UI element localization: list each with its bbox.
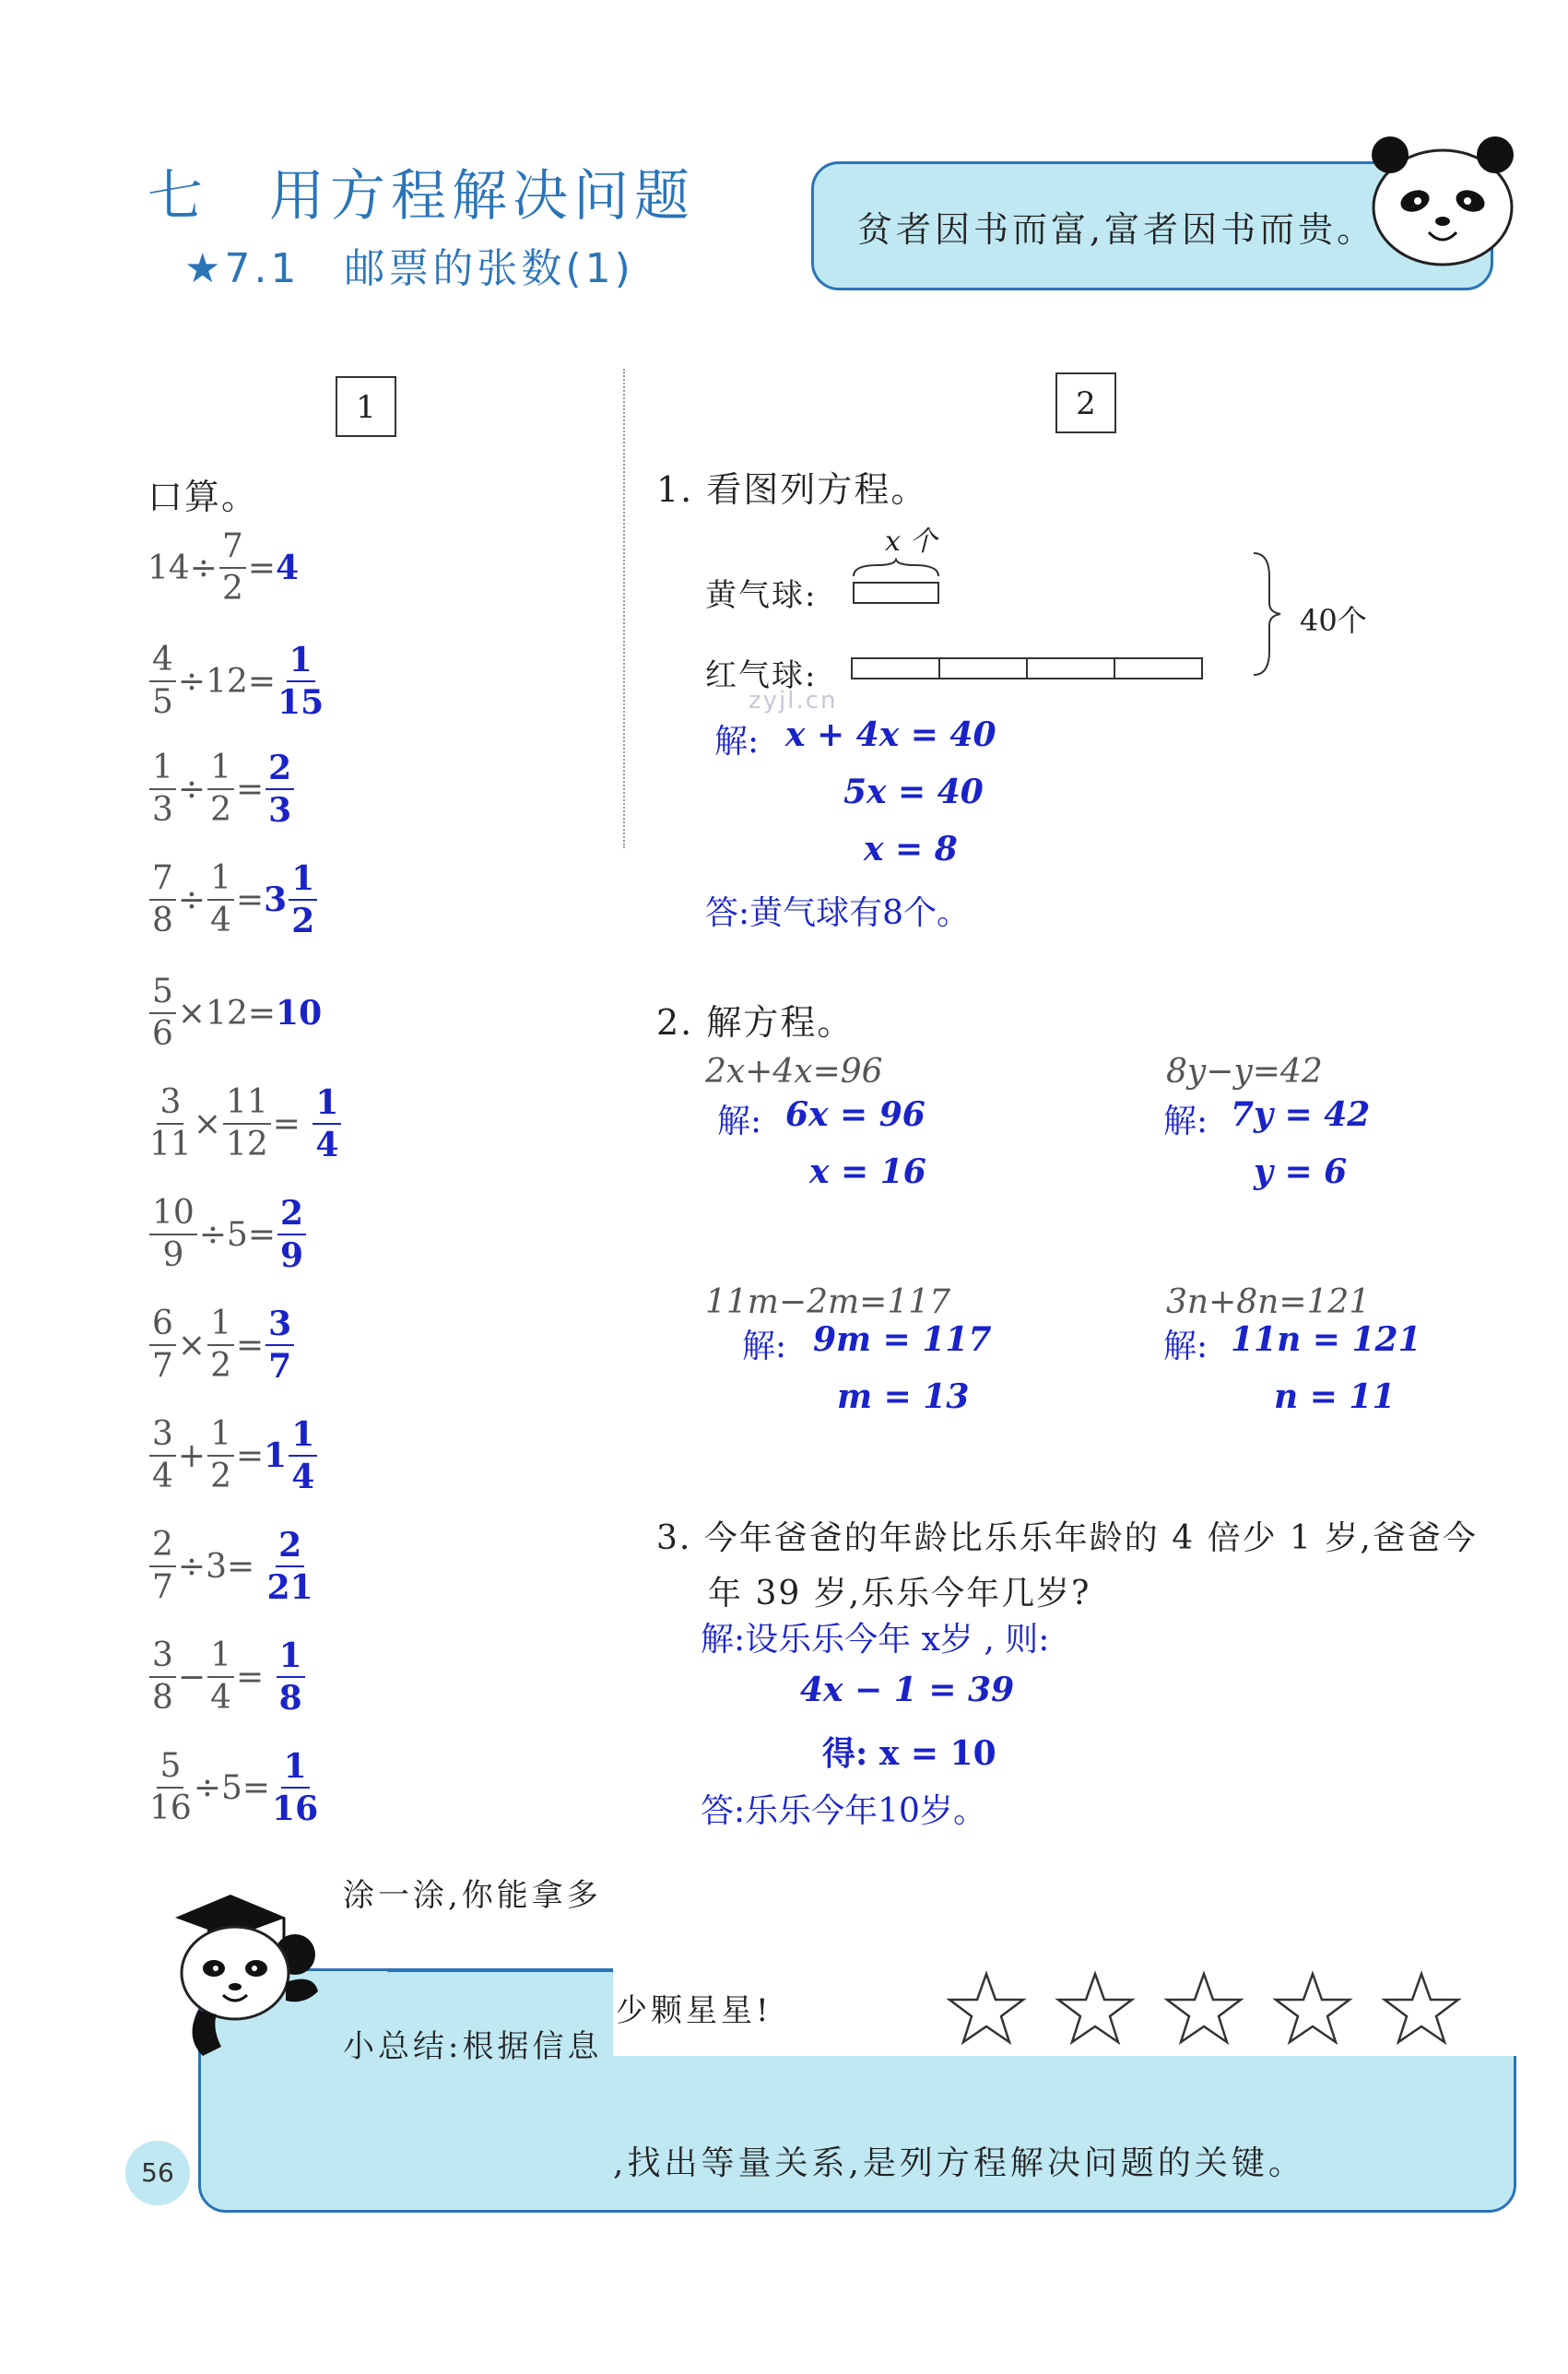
answer: $\frac{2}{21}$	[266, 1526, 313, 1607]
q2a-problem: 2x+4x=96	[705, 1053, 883, 1091]
star-prompt-left: 涂一涂,你能拿多	[343, 1877, 602, 1914]
q2d-step-1: 11n = 121	[1231, 1320, 1421, 1359]
star-icon: ★	[184, 245, 225, 292]
watermark: zyjl.cn	[749, 687, 838, 715]
panda-icon	[1364, 129, 1521, 267]
summary-right: ,找出等量关系,是列方程解决问题的关键。	[613, 2144, 1305, 2182]
calc-row-6: $\frac{3}{11}$ × $\frac{11}{12}$ = $\frac{1}{4}$	[147, 1086, 343, 1162]
q2-title: 2. 解方程。	[656, 1002, 855, 1043]
q3-step-2: 得: x = 10	[822, 1734, 996, 1773]
q2c-step-2: m = 13	[837, 1377, 970, 1416]
q2a-step-2: x = 16	[809, 1152, 926, 1191]
calc-row-10: $\frac{2}{7}$ ÷3= $\frac{2}{21}$	[147, 1529, 315, 1604]
answer: 10	[276, 994, 323, 1033]
q2a-solve-prefix: 解:	[717, 1103, 762, 1140]
star-4[interactable]	[1276, 1974, 1350, 2042]
yellow-balloon-bar	[850, 558, 942, 608]
q1-solve-prefix: 解:	[714, 723, 760, 761]
q1-answer: 答:黄气球有8个。	[705, 894, 971, 932]
calc-row-4: $\frac{7}{8}$ ÷ $\frac{1}{4}$ = 3 $\frac{1}{2}$	[147, 862, 319, 938]
q2d-solve-prefix: 解:	[1163, 1328, 1208, 1365]
quote-text: 贫者因书而富,富者因书而贵。	[857, 209, 1376, 250]
answer: $\frac{1}{16}$	[272, 1747, 319, 1828]
red-balloon-label: 红气球:	[705, 657, 818, 694]
section-box-2: 2	[1055, 372, 1116, 433]
calc-row-2: $\frac{4}{5}$ ÷12 = $\frac{1}{15}$	[147, 644, 325, 719]
q2b-solve-prefix: 解:	[1163, 1103, 1208, 1140]
chapter-title: 七 用方程解决问题	[147, 164, 695, 229]
red-balloon-bar	[850, 655, 1205, 682]
answer: $\frac{3}{7}$	[265, 1307, 294, 1383]
star-5[interactable]	[1385, 1974, 1458, 2042]
calc-row-7: $\frac{10}{9}$ ÷5= $\frac{2}{9}$	[147, 1197, 308, 1272]
answer: $\frac{1}{15}$	[277, 641, 324, 722]
answer: 4	[276, 549, 300, 587]
q2a-step-1: 6x = 96	[785, 1095, 925, 1134]
section-box-1: 1	[336, 376, 396, 437]
section-title-line	[184, 235, 634, 294]
calc-row-1: 14÷ $\frac{7}{2}$ = 4	[147, 527, 300, 608]
brace-icon	[1249, 549, 1286, 679]
q2c-solve-prefix: 解:	[742, 1328, 787, 1365]
calc-row-5: $\frac{5}{6}$ ×12= 10	[147, 975, 322, 1051]
page-number: 56	[125, 2141, 190, 2205]
star-prompt-right: 少颗星星!	[616, 1992, 772, 2029]
q3-text-line-1: 3. 今年爸爸的年龄比乐乐年龄的 4 倍少 1 岁,爸爸今	[656, 1519, 1478, 1557]
q2b-step-2: y = 6	[1254, 1152, 1348, 1191]
q3-answer: 答:乐乐今年10岁。	[701, 1792, 986, 1830]
graduate-panda-icon	[157, 1881, 341, 2065]
q1-title: 1. 看图列方程。	[656, 469, 928, 510]
star-1[interactable]	[949, 1974, 1023, 2042]
calc-row-11: $\frac{3}{8}$ − $\frac{1}{4}$ = $\frac{1}{8}$	[147, 1639, 307, 1715]
q3-text-line-2: 年 39 岁,乐乐今年几岁?	[708, 1575, 1091, 1612]
answer: $\frac{1}{8}$	[277, 1639, 305, 1715]
total-count: 40个	[1300, 603, 1367, 638]
yellow-balloon-label: 黄气球:	[705, 577, 818, 614]
q3-setup: 解:设乐乐今年 x岁 , 则:	[701, 1621, 1050, 1659]
calc-row-12: $\frac{5}{16}$ ÷5= $\frac{1}{16}$	[149, 1747, 319, 1828]
column-divider	[623, 369, 625, 848]
answer: $\frac{1}{4}$	[312, 1086, 341, 1162]
star-2[interactable]	[1058, 1974, 1132, 2042]
rating-stars	[945, 1968, 1470, 2051]
q2d-step-2: n = 11	[1274, 1377, 1396, 1416]
answer: 1 $\frac{1}{4}$	[264, 1418, 319, 1494]
q1-step-2: 5x = 40	[843, 773, 984, 811]
calc-row-3: $\frac{1}{3}$ ÷ $\frac{1}{2}$ = $\frac{2}{3}$	[147, 751, 296, 827]
q1-step-1: x + 4x = 40	[785, 715, 996, 754]
calc-row-8: $\frac{6}{7}$ × $\frac{1}{2}$ = $\frac{3}{7}$	[147, 1307, 296, 1383]
summary-left: 小总结:根据信息	[343, 2028, 603, 2065]
answer: $\frac{2}{9}$	[277, 1197, 306, 1272]
section-title: 7.1 邮票的张数(1)	[224, 245, 634, 292]
answer: 3 $\frac{1}{2}$	[264, 862, 319, 938]
q3-step-1: 4x − 1 = 39	[800, 1671, 1015, 1709]
calc-row-9: $\frac{3}{4}$ + $\frac{1}{2}$ = 1 $\frac{1}{4}$	[147, 1418, 319, 1494]
q2d-problem: 3n+8n=121	[1166, 1283, 1371, 1321]
q2b-problem: 8y−y=42	[1166, 1053, 1323, 1091]
star-3[interactable]	[1167, 1974, 1241, 2042]
mental-math-heading: 口算。	[147, 477, 259, 517]
x-count-label: x 个	[885, 526, 937, 558]
answer: $\frac{2}{3}$	[265, 751, 294, 827]
q1-step-3: x = 8	[864, 830, 958, 868]
q2b-step-1: 7y = 42	[1231, 1095, 1371, 1134]
q2c-problem: 11m−2m=117	[705, 1283, 951, 1321]
q2c-step-1: 9m = 117	[813, 1320, 992, 1359]
